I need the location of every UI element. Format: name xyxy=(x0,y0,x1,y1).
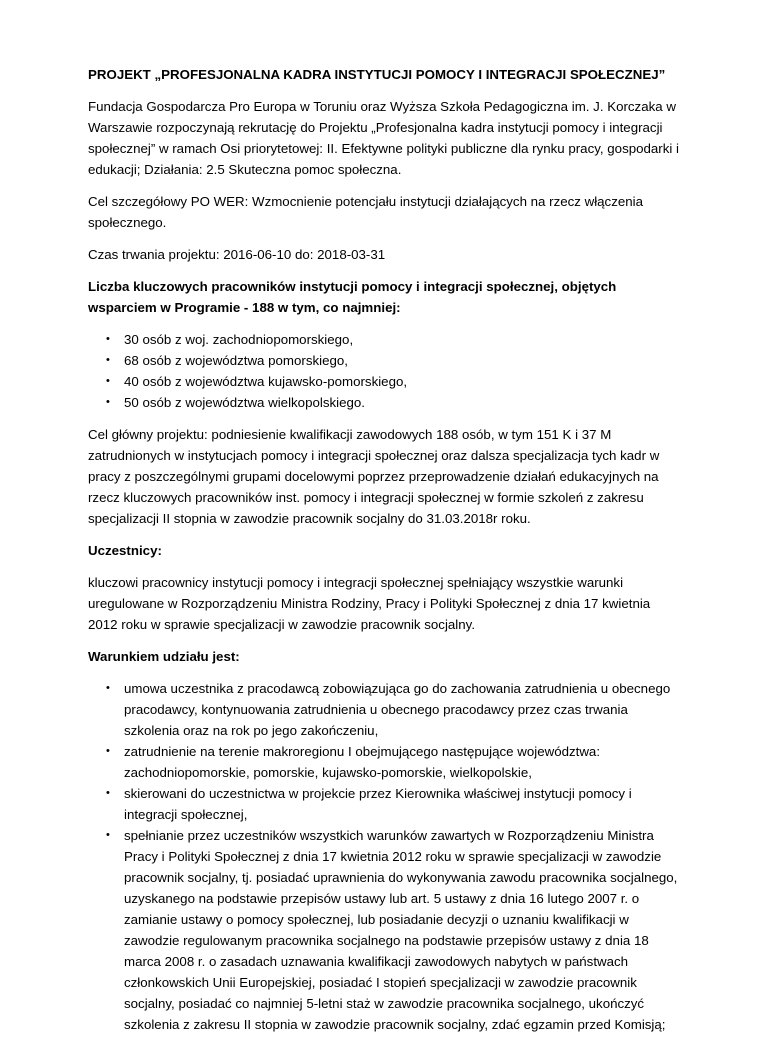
participants-list xyxy=(88,329,680,413)
bullet-icon: • xyxy=(106,396,110,408)
specific-goal-paragraph: Cel szczegółowy PO WER: Wzmocnienie potencjału instytucji działających na rzecz włączenia społecznego. xyxy=(88,194,643,230)
conditions-list xyxy=(88,678,680,1035)
participants-heading: Liczba kluczowych pracowników instytucji pomocy i integracji społecznej, objętych wsparciem w Programie - 188 w tym, co najmniej: xyxy=(88,279,617,315)
list-item: • skierowani do uczestnictwa w projekcie przez Kierownika właściwej instytucji pomocy i integracji społecznej, xyxy=(88,783,680,825)
duration-paragraph: Czas trwania projektu: 2016-06-10 do: 2018-03-31 xyxy=(88,247,386,262)
document-page xyxy=(88,64,680,1046)
bullet-icon: • xyxy=(106,375,110,387)
bullet-icon: • xyxy=(106,787,110,799)
conditions-heading: Warunkiem udziału jest: xyxy=(88,649,240,664)
bullet-icon: • xyxy=(106,333,110,345)
list-item: • 50 osób z województwa wielkopolskiego. xyxy=(88,392,680,413)
list-item: • umowa uczestnika z pracodawcą zobowiązująca go do zachowania zatrudnienia u obecnego pracodawcy, kontynuowania zatrudnienia u obecnego pracodawcy przez czas trwania szkolenia oraz na rok po jego zakończeniu, xyxy=(88,678,680,741)
bullet-icon: • xyxy=(106,354,110,366)
list-item: • 30 osób z woj. zachodniopomorskiego, xyxy=(88,329,680,350)
uczestnicy-heading: Uczestnicy: xyxy=(88,543,162,558)
list-item: • zatrudnienie na terenie makroregionu I obejmującego następujące województwa: zachodniopomorskie, pomorskie, kujawsko-pomorskie, wielkopolskie, xyxy=(88,741,680,783)
uczestnicy-paragraph: kluczowi pracownicy instytucji pomocy i integracji społecznej spełniający wszystkie warunki uregulowane w Rozporządzeniu Ministra Rodziny, Pracy i Polityki Społecznej z dnia 17 kwietnia 2012 roku w sprawie specjalizacji w zawodzie pracownik socjalny. xyxy=(88,575,651,632)
main-goal-paragraph: Cel główny projektu: podniesienie kwalifikacji zawodowych 188 osób, w tym 151 K i 37 M zatrudnionych w instytucjach pomocy i integracji społecznej oraz dalsza specjalizacja tych kadr w pracy z poszczególnymi grupami docelowymi poprzez przeprowadzenie działań edukacyjnych na rzecz kluczowych pracowników inst. pomocy i integracji społecznej w formie szkoleń z zakresu specjalizacji II stopnia w zawodzie pracownik socjalny do 31.03.2018r roku. xyxy=(88,427,660,526)
bullet-icon: • xyxy=(106,745,110,757)
list-item: • spełnianie przez uczestników wszystkich warunków zawartych w Rozporządzeniu Ministra Pracy i Polityki Społecznej z dnia 17 kwietnia 2012 roku w sprawie specjalizacji w zawodzie pracownik socjalny, tj. posiadać uprawnienia do wykonywania zawodu pracownika socjalnego, uzyskanego na podstawie przepisów ustawy lub art. 5 ustawy z dnia 16 lutego 2007 r. o zamianie ustawy o pomocy społecznej, lub posiadanie decyzji o uznaniu kwalifikacji w zawodzie regulowanym pracownika socjalnego na podstawie przepisów ustawy z dnia 18 marca 2008 r. o zasadach uznawania kwalifikacji zawodowych nabytych w państwach członkowskich Unii Europejskiej, posiadać I stopień specjalizacji w zawodzie pracownik socjalny, posiadać co najmniej 5-letni staż w zawodzie pracownika socjalnego, ukończyć szkolenia z zakresu II stopnia w zawodzie pracownik socjalny, zdać egzamin przed Komisją; xyxy=(88,825,680,1035)
bullet-icon: • xyxy=(106,682,110,694)
intro-paragraph: Fundacja Gospodarcza Pro Europa w Toruniu oraz Wyższa Szkoła Pedagogiczna im. J. Korczaka w Warszawie rozpoczynają rekrutację do Projektu „Profesjonalna kadra instytucji pomocy i integracji społecznej” w ramach Osi priorytetowej: II. Efektywne polityki publiczne dla rynku pracy, gospodarki i edukacji; Działania: 2.5 Skuteczna pomoc społeczna. xyxy=(88,99,679,177)
list-item: • 68 osób z województwa pomorskiego, xyxy=(88,350,680,371)
document-title: PROJEKT „PROFESJONALNA KADRA INSTYTUCJI POMOCY I INTEGRACJI SPOŁECZNEJ” xyxy=(88,67,666,82)
list-item: • 40 osób z województwa kujawsko-pomorskiego, xyxy=(88,371,680,392)
bullet-icon: • xyxy=(106,829,110,841)
